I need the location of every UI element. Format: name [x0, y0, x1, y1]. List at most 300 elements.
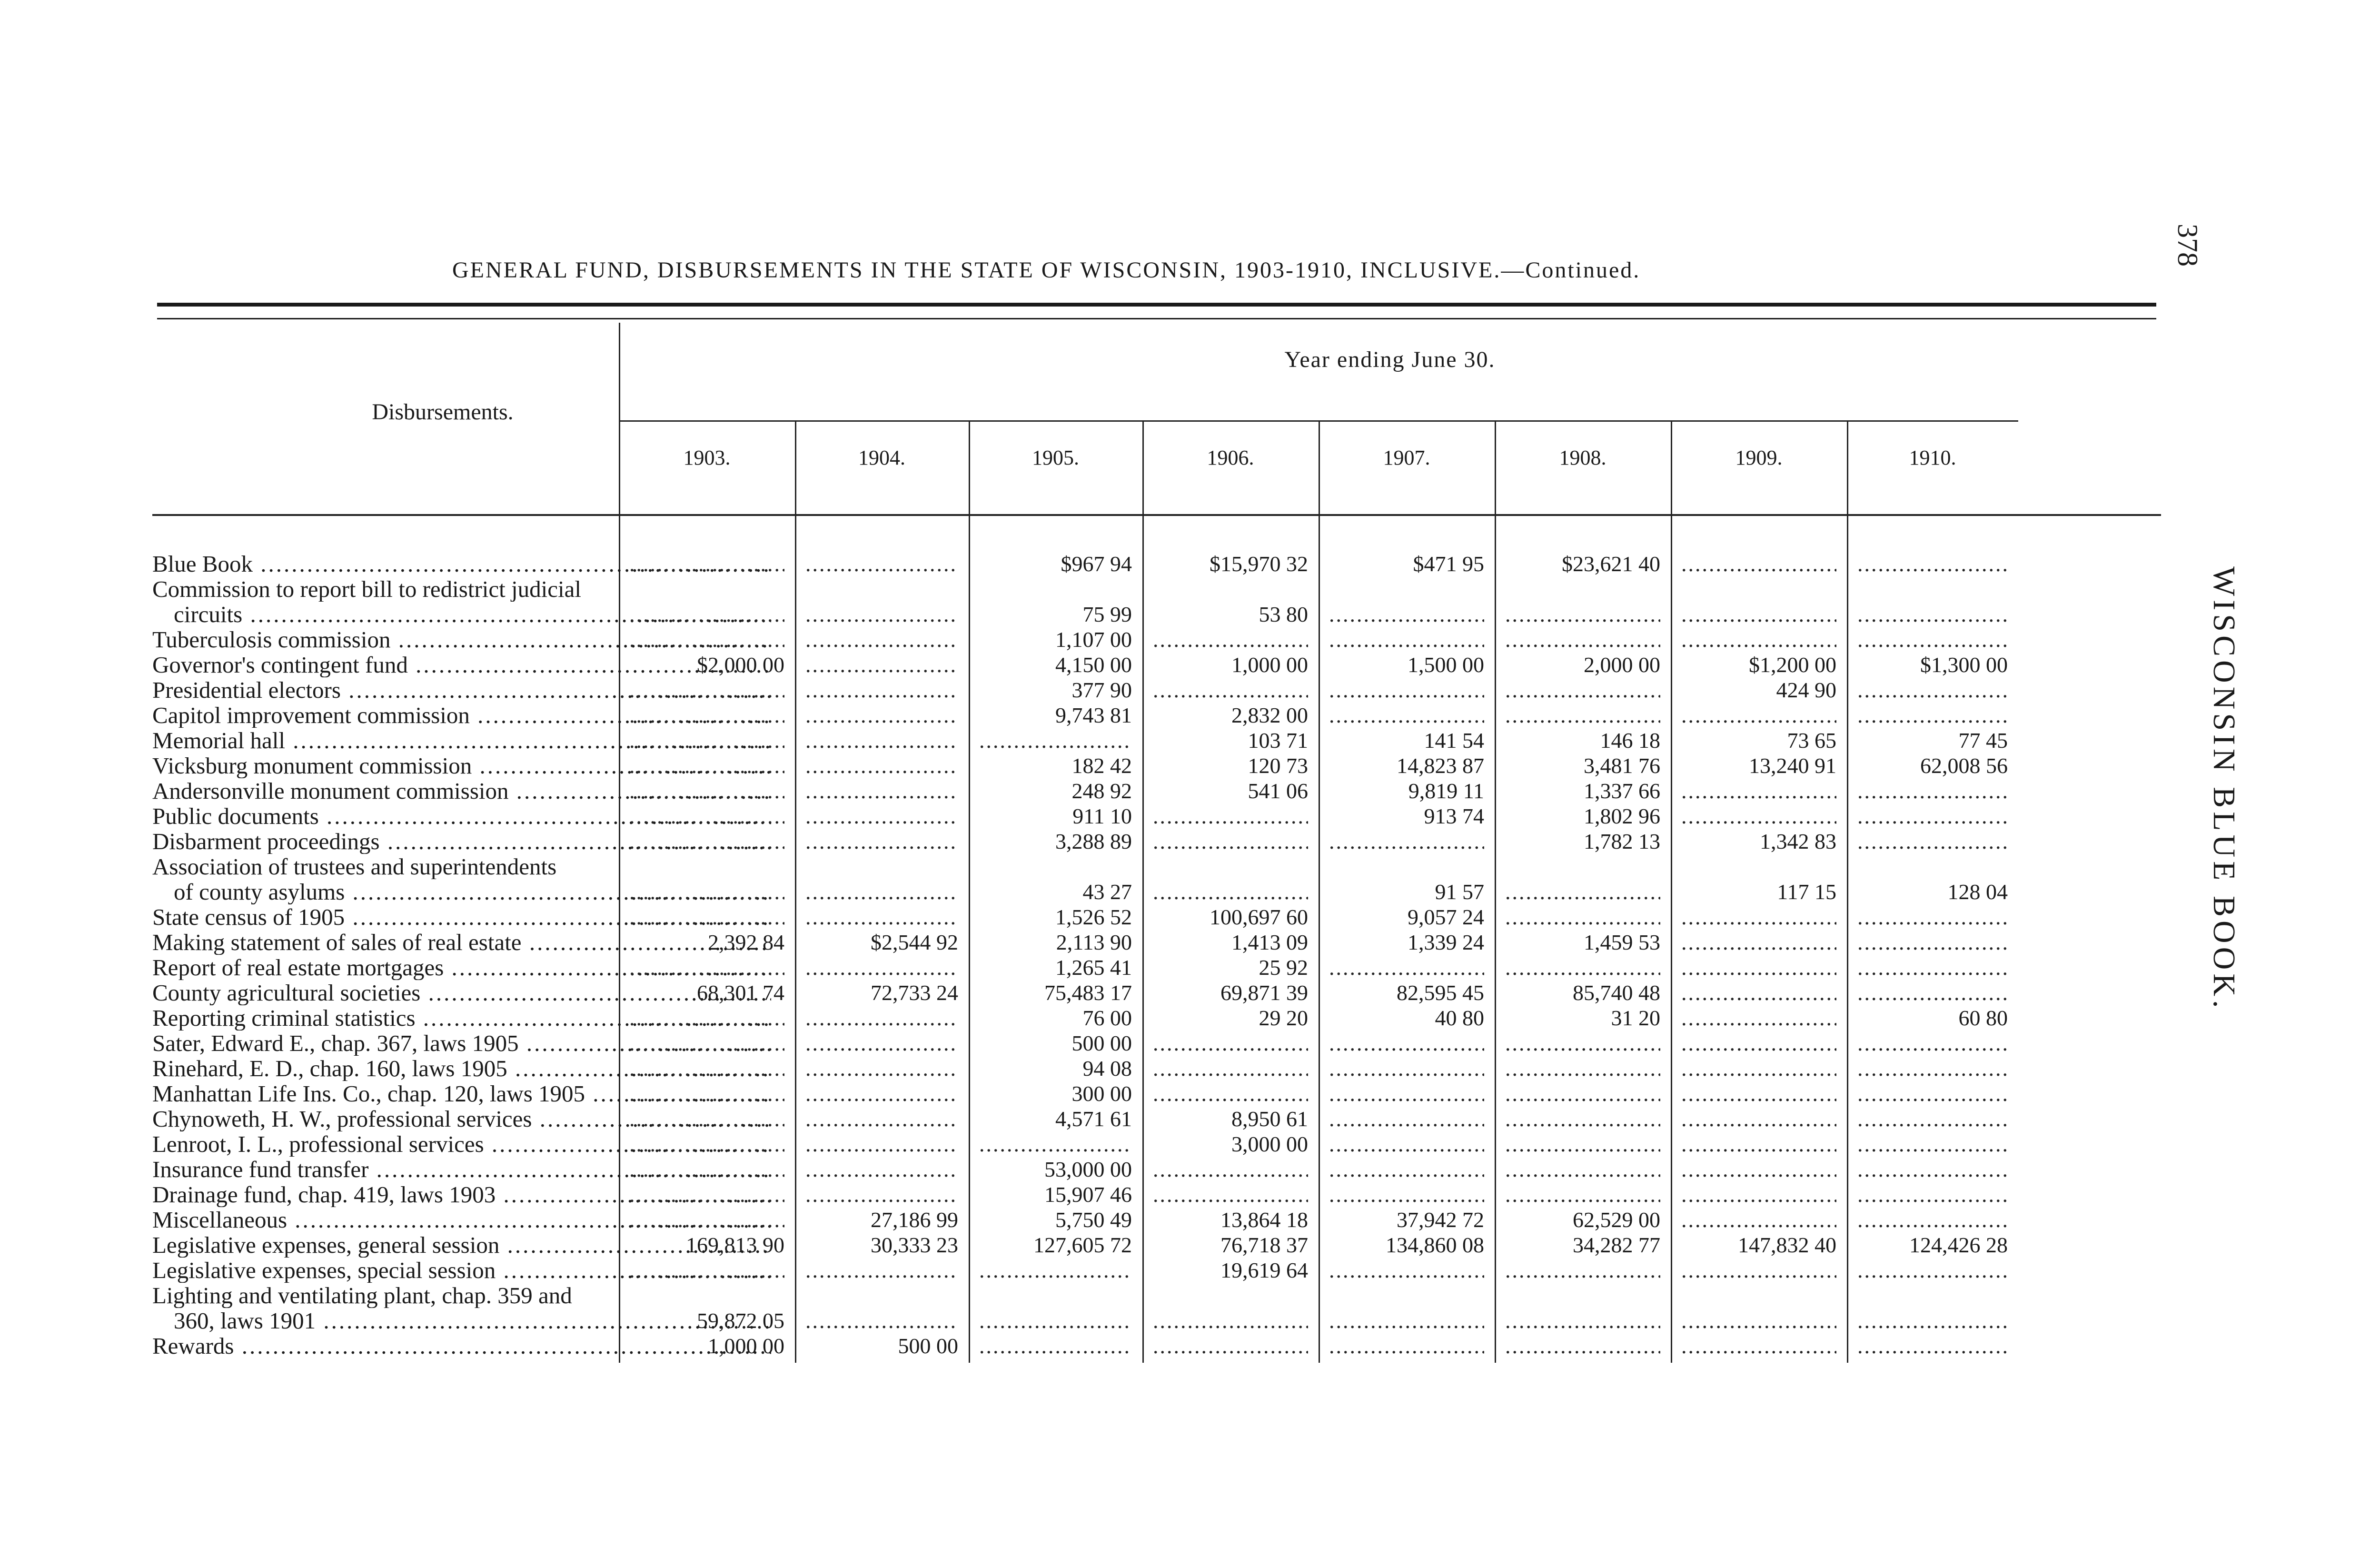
caption-rule-thin — [157, 318, 2156, 319]
row-label — [152, 1283, 771, 1308]
empty-cell-leader — [629, 602, 784, 627]
table-row — [152, 1258, 2161, 1283]
empty-cell-leader — [629, 904, 784, 930]
value-cell: 15,907 46 — [1044, 1182, 1132, 1207]
empty-cell-leader — [1857, 955, 2008, 980]
value-cell: 31 20 — [1611, 1006, 1660, 1030]
value-cell: 1,342 83 — [1760, 829, 1836, 853]
value-cell: 14,823 87 — [1397, 753, 1484, 778]
value-cell: 2,832 00 — [1231, 703, 1308, 727]
table-row — [152, 854, 2161, 904]
row-label-text: circuits ..... — [174, 602, 771, 627]
empty-cell-leader — [1505, 1333, 1660, 1358]
table-row — [152, 753, 2161, 778]
value-cell: 76,718 37 — [1220, 1233, 1308, 1257]
value-cell: 424 90 — [1776, 678, 1836, 702]
empty-cell-leader — [1153, 1333, 1308, 1358]
empty-cell-leader — [1857, 829, 2008, 854]
value-cell: 3,481 76 — [1584, 753, 1660, 778]
table-row — [152, 930, 2161, 955]
row-label-text: Vicksburg monument commission ..... — [152, 753, 771, 778]
value-cell: 146 18 — [1600, 728, 1660, 753]
value-cell: 2,000 00 — [1584, 653, 1660, 677]
value-cell: 5,750 49 — [1055, 1208, 1132, 1232]
value-cell: 73 65 — [1787, 728, 1836, 753]
empty-cell-leader — [1681, 778, 1836, 803]
row-label-text: Lenroot, I. L., professional services ..... — [152, 1131, 771, 1157]
value-cell: $1,300 00 — [1920, 653, 2008, 677]
value-cell: 141 54 — [1424, 728, 1484, 753]
value-cell: 1,782 13 — [1584, 829, 1660, 853]
table-row — [152, 576, 2161, 627]
value-cell: $2,000 00 — [697, 653, 784, 677]
row-label-text: Legislative expenses, general session ..... — [152, 1232, 771, 1258]
empty-cell-leader — [629, 1031, 784, 1056]
value-cell: 53 80 — [1259, 602, 1308, 626]
empty-cell-leader — [805, 1157, 958, 1182]
empty-cell-leader — [1857, 551, 2008, 576]
row-label-text: Disbarment proceedings ..... — [152, 829, 771, 854]
empty-cell-leader — [1857, 1308, 2008, 1333]
empty-cell-leader — [1329, 1333, 1484, 1358]
value-cell: 1,413 09 — [1231, 930, 1308, 954]
value-cell: 53,000 00 — [1044, 1157, 1132, 1181]
empty-cell-leader — [805, 602, 958, 627]
value-cell: 1,526 52 — [1055, 905, 1132, 929]
empty-cell-leader — [805, 1081, 958, 1106]
table-row — [152, 1005, 2161, 1031]
table-row — [152, 778, 2161, 803]
empty-cell-leader — [805, 1258, 958, 1283]
value-cell: 3,288 89 — [1055, 829, 1132, 853]
table-row — [152, 1157, 2161, 1182]
empty-cell-leader — [629, 627, 784, 652]
row-label-text: Making statement of sales of real estate ..... — [152, 930, 771, 955]
empty-cell-leader — [1857, 1157, 2008, 1182]
row-label-text: Memorial hall ..... — [152, 728, 771, 753]
empty-cell-leader — [1153, 1031, 1308, 1056]
empty-cell-leader — [1505, 1308, 1660, 1333]
empty-cell-leader — [1329, 1131, 1484, 1157]
value-cell: 1,107 00 — [1055, 627, 1132, 652]
row-label-text: State census of 1905 ..... — [152, 904, 771, 930]
empty-cell-leader — [1153, 627, 1308, 652]
empty-cell-leader — [805, 904, 958, 930]
empty-cell-leader — [1857, 703, 2008, 728]
table-row — [152, 829, 2161, 854]
value-cell: 19,619 64 — [1220, 1258, 1308, 1282]
empty-cell-leader — [629, 1081, 784, 1106]
empty-cell-leader — [1681, 1157, 1836, 1182]
empty-cell-leader — [629, 677, 784, 703]
value-cell: 9,743 81 — [1055, 703, 1132, 727]
value-cell: $471 95 — [1413, 552, 1484, 576]
empty-cell-leader — [1329, 829, 1484, 854]
empty-cell-leader — [1681, 1005, 1836, 1031]
table-row — [152, 1056, 2161, 1081]
table-row — [152, 1182, 2161, 1207]
row-label-text: Report of real estate mortgages ..... — [152, 955, 771, 980]
row-label-text: Manhattan Life Ins. Co., chap. 120, laws 1905 ..... — [152, 1081, 771, 1106]
row-label-text: Lighting and ventilating plant, chap. 359 and — [152, 1283, 572, 1308]
value-cell: 75,483 17 — [1044, 981, 1132, 1005]
value-cell: 60 80 — [1958, 1006, 2008, 1030]
empty-cell-leader — [1329, 602, 1484, 627]
row-label-text: Capitol improvement commission ..... — [152, 703, 771, 728]
value-cell: 62,008 56 — [1920, 753, 2008, 778]
empty-cell-leader — [1681, 1106, 1836, 1131]
empty-cell-leader — [1681, 1056, 1836, 1081]
empty-cell-leader — [1329, 955, 1484, 980]
row-label-text: Chynoweth, H. W., professional services ..... — [152, 1106, 771, 1131]
value-cell: 120 73 — [1248, 753, 1308, 778]
empty-cell-leader — [1857, 627, 2008, 652]
year-column-header: 1903. — [683, 446, 731, 469]
empty-cell-leader — [979, 728, 1132, 753]
row-header: Disbursements. — [372, 399, 514, 425]
value-cell: 13,240 91 — [1749, 753, 1836, 778]
row-label-text: Legislative expenses, special session ..... — [152, 1258, 771, 1283]
empty-cell-leader — [1857, 1258, 2008, 1283]
value-cell: 128 04 — [1947, 880, 2008, 904]
caption-rule-thick — [157, 303, 2156, 307]
empty-cell-leader — [805, 627, 958, 652]
empty-cell-leader — [1857, 677, 2008, 703]
year-column-header: 1904. — [858, 446, 905, 469]
empty-cell-leader — [1681, 1131, 1836, 1157]
value-cell: 75 99 — [1082, 602, 1132, 626]
empty-cell-leader — [805, 677, 958, 703]
value-cell: 117 15 — [1777, 880, 1836, 904]
value-cell: 13,864 18 — [1220, 1208, 1308, 1232]
value-cell: 3,000 00 — [1231, 1132, 1308, 1156]
value-cell: 4,571 61 — [1055, 1107, 1132, 1131]
table-caption: GENERAL FUND, DISBURSEMENTS IN THE STATE OF WISCONSIN, 1903-1910, INCLUSIVE.—Continued. — [452, 258, 1641, 283]
empty-cell-leader — [1681, 803, 1836, 829]
value-cell: 1,337 66 — [1584, 779, 1660, 803]
empty-cell-leader — [1857, 1106, 2008, 1131]
row-label-text: 360, laws 1901 ..... — [174, 1308, 771, 1333]
value-cell: 30,333 23 — [871, 1233, 958, 1257]
value-cell: 147,832 40 — [1738, 1233, 1836, 1257]
empty-cell-leader — [1681, 930, 1836, 955]
empty-cell-leader — [805, 1056, 958, 1081]
table-row — [152, 551, 2161, 576]
empty-cell-leader — [805, 803, 958, 829]
value-cell: 1,339 24 — [1408, 930, 1484, 954]
empty-cell-leader — [1505, 1031, 1660, 1056]
value-cell: 62,529 00 — [1573, 1208, 1660, 1232]
table-row — [152, 677, 2161, 703]
empty-cell-leader — [1681, 602, 1836, 627]
value-cell: 127,605 72 — [1033, 1233, 1132, 1257]
empty-cell-leader — [629, 703, 784, 728]
table-row — [152, 703, 2161, 728]
table-row — [152, 652, 2161, 677]
row-label-text: Governor's contingent fund ..... — [152, 652, 771, 677]
value-cell: 37,942 72 — [1397, 1208, 1484, 1232]
value-cell: 103 71 — [1248, 728, 1308, 753]
disbursements-table — [152, 323, 2161, 1370]
empty-cell-leader — [629, 1131, 784, 1157]
value-cell: $15,970 32 — [1210, 552, 1308, 576]
empty-cell-leader — [979, 1131, 1132, 1157]
value-cell: 76 00 — [1082, 1006, 1132, 1030]
empty-cell-leader — [1153, 1157, 1308, 1182]
year-column-header: 1910. — [1909, 446, 1956, 469]
empty-cell-leader — [629, 803, 784, 829]
empty-cell-leader — [1505, 602, 1660, 627]
empty-cell-leader — [1329, 1157, 1484, 1182]
empty-cell-leader — [1857, 930, 2008, 955]
row-label-text: Rinehard, E. D., chap. 160, laws 1905 ..... — [152, 1056, 771, 1081]
empty-cell-leader — [805, 728, 958, 753]
empty-cell-leader — [1857, 1131, 2008, 1157]
row-label — [152, 854, 771, 879]
value-cell: 9,057 24 — [1408, 905, 1484, 929]
empty-cell-leader — [1153, 1182, 1308, 1207]
empty-cell-leader — [629, 1106, 784, 1131]
empty-cell-leader — [1857, 1056, 2008, 1081]
empty-cell-leader — [1505, 1056, 1660, 1081]
table-row — [152, 1081, 2161, 1106]
empty-cell-leader — [1857, 1333, 2008, 1358]
value-cell: 34,282 77 — [1573, 1233, 1660, 1257]
year-column-header: 1905. — [1032, 446, 1079, 469]
value-cell: 59,872 05 — [697, 1308, 784, 1333]
empty-cell-leader — [805, 879, 958, 904]
value-cell: 134,860 08 — [1386, 1233, 1484, 1257]
empty-cell-leader — [1857, 1182, 2008, 1207]
empty-cell-leader — [629, 879, 784, 904]
row-label-text: Commission to report bill to redistrict judicial — [152, 576, 581, 602]
empty-cell-leader — [1505, 1106, 1660, 1131]
empty-cell-leader — [629, 955, 784, 980]
empty-cell-leader — [1329, 1308, 1484, 1333]
year-column-header: 1906. — [1207, 446, 1254, 469]
empty-cell-leader — [629, 778, 784, 803]
empty-cell-leader — [1329, 703, 1484, 728]
value-cell: 27,186 99 — [871, 1208, 958, 1232]
empty-cell-leader — [1681, 1207, 1836, 1232]
empty-cell-leader — [805, 1308, 958, 1333]
value-cell: 100,697 60 — [1210, 905, 1308, 929]
value-cell: $23,621 40 — [1562, 552, 1660, 576]
empty-cell-leader — [1681, 627, 1836, 652]
empty-cell-leader — [629, 1207, 784, 1232]
empty-cell-leader — [1505, 703, 1660, 728]
empty-cell-leader — [1857, 980, 2008, 1005]
empty-cell-leader — [1329, 1056, 1484, 1081]
empty-cell-leader — [1505, 677, 1660, 703]
year-column-header: 1908. — [1559, 446, 1606, 469]
value-cell: 91 57 — [1435, 880, 1484, 904]
column-header-rule — [152, 514, 2161, 516]
value-cell: 43 27 — [1082, 880, 1132, 904]
empty-cell-leader — [1153, 829, 1308, 854]
empty-cell-leader — [1329, 1258, 1484, 1283]
value-cell: 82,595 45 — [1397, 981, 1484, 1005]
value-cell: 25 92 — [1259, 955, 1308, 980]
empty-cell-leader — [1681, 1333, 1836, 1358]
table-row — [152, 803, 2161, 829]
value-cell: $967 94 — [1061, 552, 1132, 576]
empty-cell-leader — [1153, 1056, 1308, 1081]
row-label-text: Association of trustees and superintendents — [152, 854, 557, 879]
empty-cell-leader — [1505, 879, 1660, 904]
empty-cell-leader — [805, 1106, 958, 1131]
empty-cell-leader — [979, 1333, 1132, 1358]
table-row — [152, 728, 2161, 753]
value-cell: 1,000 00 — [708, 1334, 784, 1358]
value-cell: $2,544 92 — [871, 930, 958, 954]
value-cell: 69,871 39 — [1220, 981, 1308, 1005]
empty-cell-leader — [805, 703, 958, 728]
row-label-text: Presidential electors ..... — [152, 677, 771, 703]
empty-cell-leader — [1681, 1081, 1836, 1106]
row-label-text: Public documents ..... — [152, 803, 771, 829]
empty-cell-leader — [1505, 955, 1660, 980]
empty-cell-leader — [629, 1258, 784, 1283]
row-label-text: Blue Book ..... — [152, 551, 771, 576]
empty-cell-leader — [1153, 803, 1308, 829]
empty-cell-leader — [629, 728, 784, 753]
value-cell: 911 10 — [1072, 804, 1132, 828]
running-head: WISCONSIN BLUE BOOK. — [2207, 566, 2241, 1012]
value-cell: 248 92 — [1071, 779, 1132, 803]
row-label — [152, 576, 771, 602]
empty-cell-leader — [629, 753, 784, 778]
empty-cell-leader — [1505, 1182, 1660, 1207]
row-label-text: Sater, Edward E., chap. 367, laws 1905 ..... — [152, 1031, 771, 1056]
table-row — [152, 904, 2161, 930]
table-row — [152, 1283, 2161, 1333]
value-cell: 2,392 84 — [708, 930, 784, 954]
value-cell: 1,459 53 — [1584, 930, 1660, 954]
empty-cell-leader — [1329, 1106, 1484, 1131]
value-cell: 85,740 48 — [1573, 981, 1660, 1005]
table-row — [152, 627, 2161, 652]
empty-cell-leader — [1857, 602, 2008, 627]
value-cell: 29 20 — [1259, 1006, 1308, 1030]
empty-cell-leader — [1681, 904, 1836, 930]
empty-cell-leader — [1857, 778, 2008, 803]
value-cell: 68,301 74 — [697, 981, 784, 1005]
page-number: 378 — [2172, 224, 2203, 267]
empty-cell-leader — [1681, 1031, 1836, 1056]
table-row — [152, 1207, 2161, 1232]
value-cell: 182 42 — [1071, 753, 1132, 778]
table-row — [152, 1106, 2161, 1131]
value-cell: 40 80 — [1435, 1006, 1484, 1030]
row-label-text: of county asylums ..... — [174, 879, 771, 904]
row-label-text: Reporting criminal statistics ..... — [152, 1005, 771, 1031]
value-cell: 72,733 24 — [871, 981, 958, 1005]
empty-cell-leader — [1857, 904, 2008, 930]
value-cell: 1,802 96 — [1584, 804, 1660, 828]
empty-cell-leader — [629, 829, 784, 854]
value-cell: 9,819 11 — [1408, 779, 1484, 803]
table-row — [152, 1031, 2161, 1056]
empty-cell-leader — [1857, 1031, 2008, 1056]
row-label-text: County agricultural societies ..... — [152, 980, 771, 1005]
value-cell: 541 06 — [1248, 779, 1308, 803]
row-label-text: Tuberculosis commission ..... — [152, 627, 771, 652]
empty-cell-leader — [629, 1056, 784, 1081]
value-cell: 124,426 28 — [1909, 1233, 2008, 1257]
empty-cell-leader — [1329, 1081, 1484, 1106]
empty-cell-leader — [1153, 1308, 1308, 1333]
value-cell: 8,950 61 — [1231, 1107, 1308, 1131]
row-label-text: Drainage fund, chap. 419, laws 1903 ..... — [152, 1182, 771, 1207]
empty-cell-leader — [1857, 803, 2008, 829]
empty-cell-leader — [629, 1182, 784, 1207]
empty-cell-leader — [629, 1157, 784, 1182]
empty-cell-leader — [1857, 1207, 2008, 1232]
empty-cell-leader — [805, 829, 958, 854]
empty-cell-leader — [1681, 980, 1836, 1005]
table-row — [152, 1333, 2161, 1358]
table-row — [152, 1232, 2161, 1258]
value-cell: 4,150 00 — [1055, 653, 1132, 677]
empty-cell-leader — [805, 955, 958, 980]
row-label-text: Miscellaneous ..... — [152, 1207, 771, 1232]
value-cell: 169,813 90 — [686, 1233, 784, 1257]
empty-cell-leader — [805, 551, 958, 576]
table-row — [152, 955, 2161, 980]
empty-cell-leader — [629, 1005, 784, 1031]
empty-cell-leader — [805, 1182, 958, 1207]
empty-cell-leader — [1681, 1308, 1836, 1333]
value-cell: 500 00 — [898, 1334, 958, 1358]
row-label-text: Insurance fund transfer ..... — [152, 1157, 771, 1182]
empty-cell-leader — [805, 1005, 958, 1031]
empty-cell-leader — [805, 778, 958, 803]
empty-cell-leader — [1505, 1157, 1660, 1182]
value-cell: 2,113 90 — [1056, 930, 1132, 954]
empty-cell-leader — [1681, 1182, 1836, 1207]
value-cell: 913 74 — [1424, 804, 1484, 828]
year-column-header: 1907. — [1383, 446, 1430, 469]
empty-cell-leader — [1857, 1081, 2008, 1106]
row-label-text: Rewards ..... — [152, 1333, 771, 1358]
empty-cell-leader — [1681, 955, 1836, 980]
empty-cell-leader — [1329, 677, 1484, 703]
empty-cell-leader — [1505, 627, 1660, 652]
value-cell: 1,000 00 — [1231, 653, 1308, 677]
value-cell: 1,265 41 — [1055, 955, 1132, 980]
empty-cell-leader — [1505, 904, 1660, 930]
value-cell: 77 45 — [1958, 728, 2008, 753]
table-row — [152, 1131, 2161, 1157]
empty-cell-leader — [1329, 627, 1484, 652]
empty-cell-leader — [1153, 879, 1308, 904]
year-column-header: 1909. — [1735, 446, 1783, 469]
empty-cell-leader — [1329, 1182, 1484, 1207]
row-label-text: Andersonville monument commission ..... — [152, 778, 771, 803]
empty-cell-leader — [1505, 1258, 1660, 1283]
empty-cell-leader — [805, 1131, 958, 1157]
empty-cell-leader — [1153, 1081, 1308, 1106]
empty-cell-leader — [805, 753, 958, 778]
empty-cell-leader — [1681, 551, 1836, 576]
empty-cell-leader — [805, 1031, 958, 1056]
empty-cell-leader — [1505, 1131, 1660, 1157]
empty-cell-leader — [1505, 1081, 1660, 1106]
empty-cell-leader — [1681, 703, 1836, 728]
empty-cell-leader — [629, 551, 784, 576]
empty-cell-leader — [805, 652, 958, 677]
